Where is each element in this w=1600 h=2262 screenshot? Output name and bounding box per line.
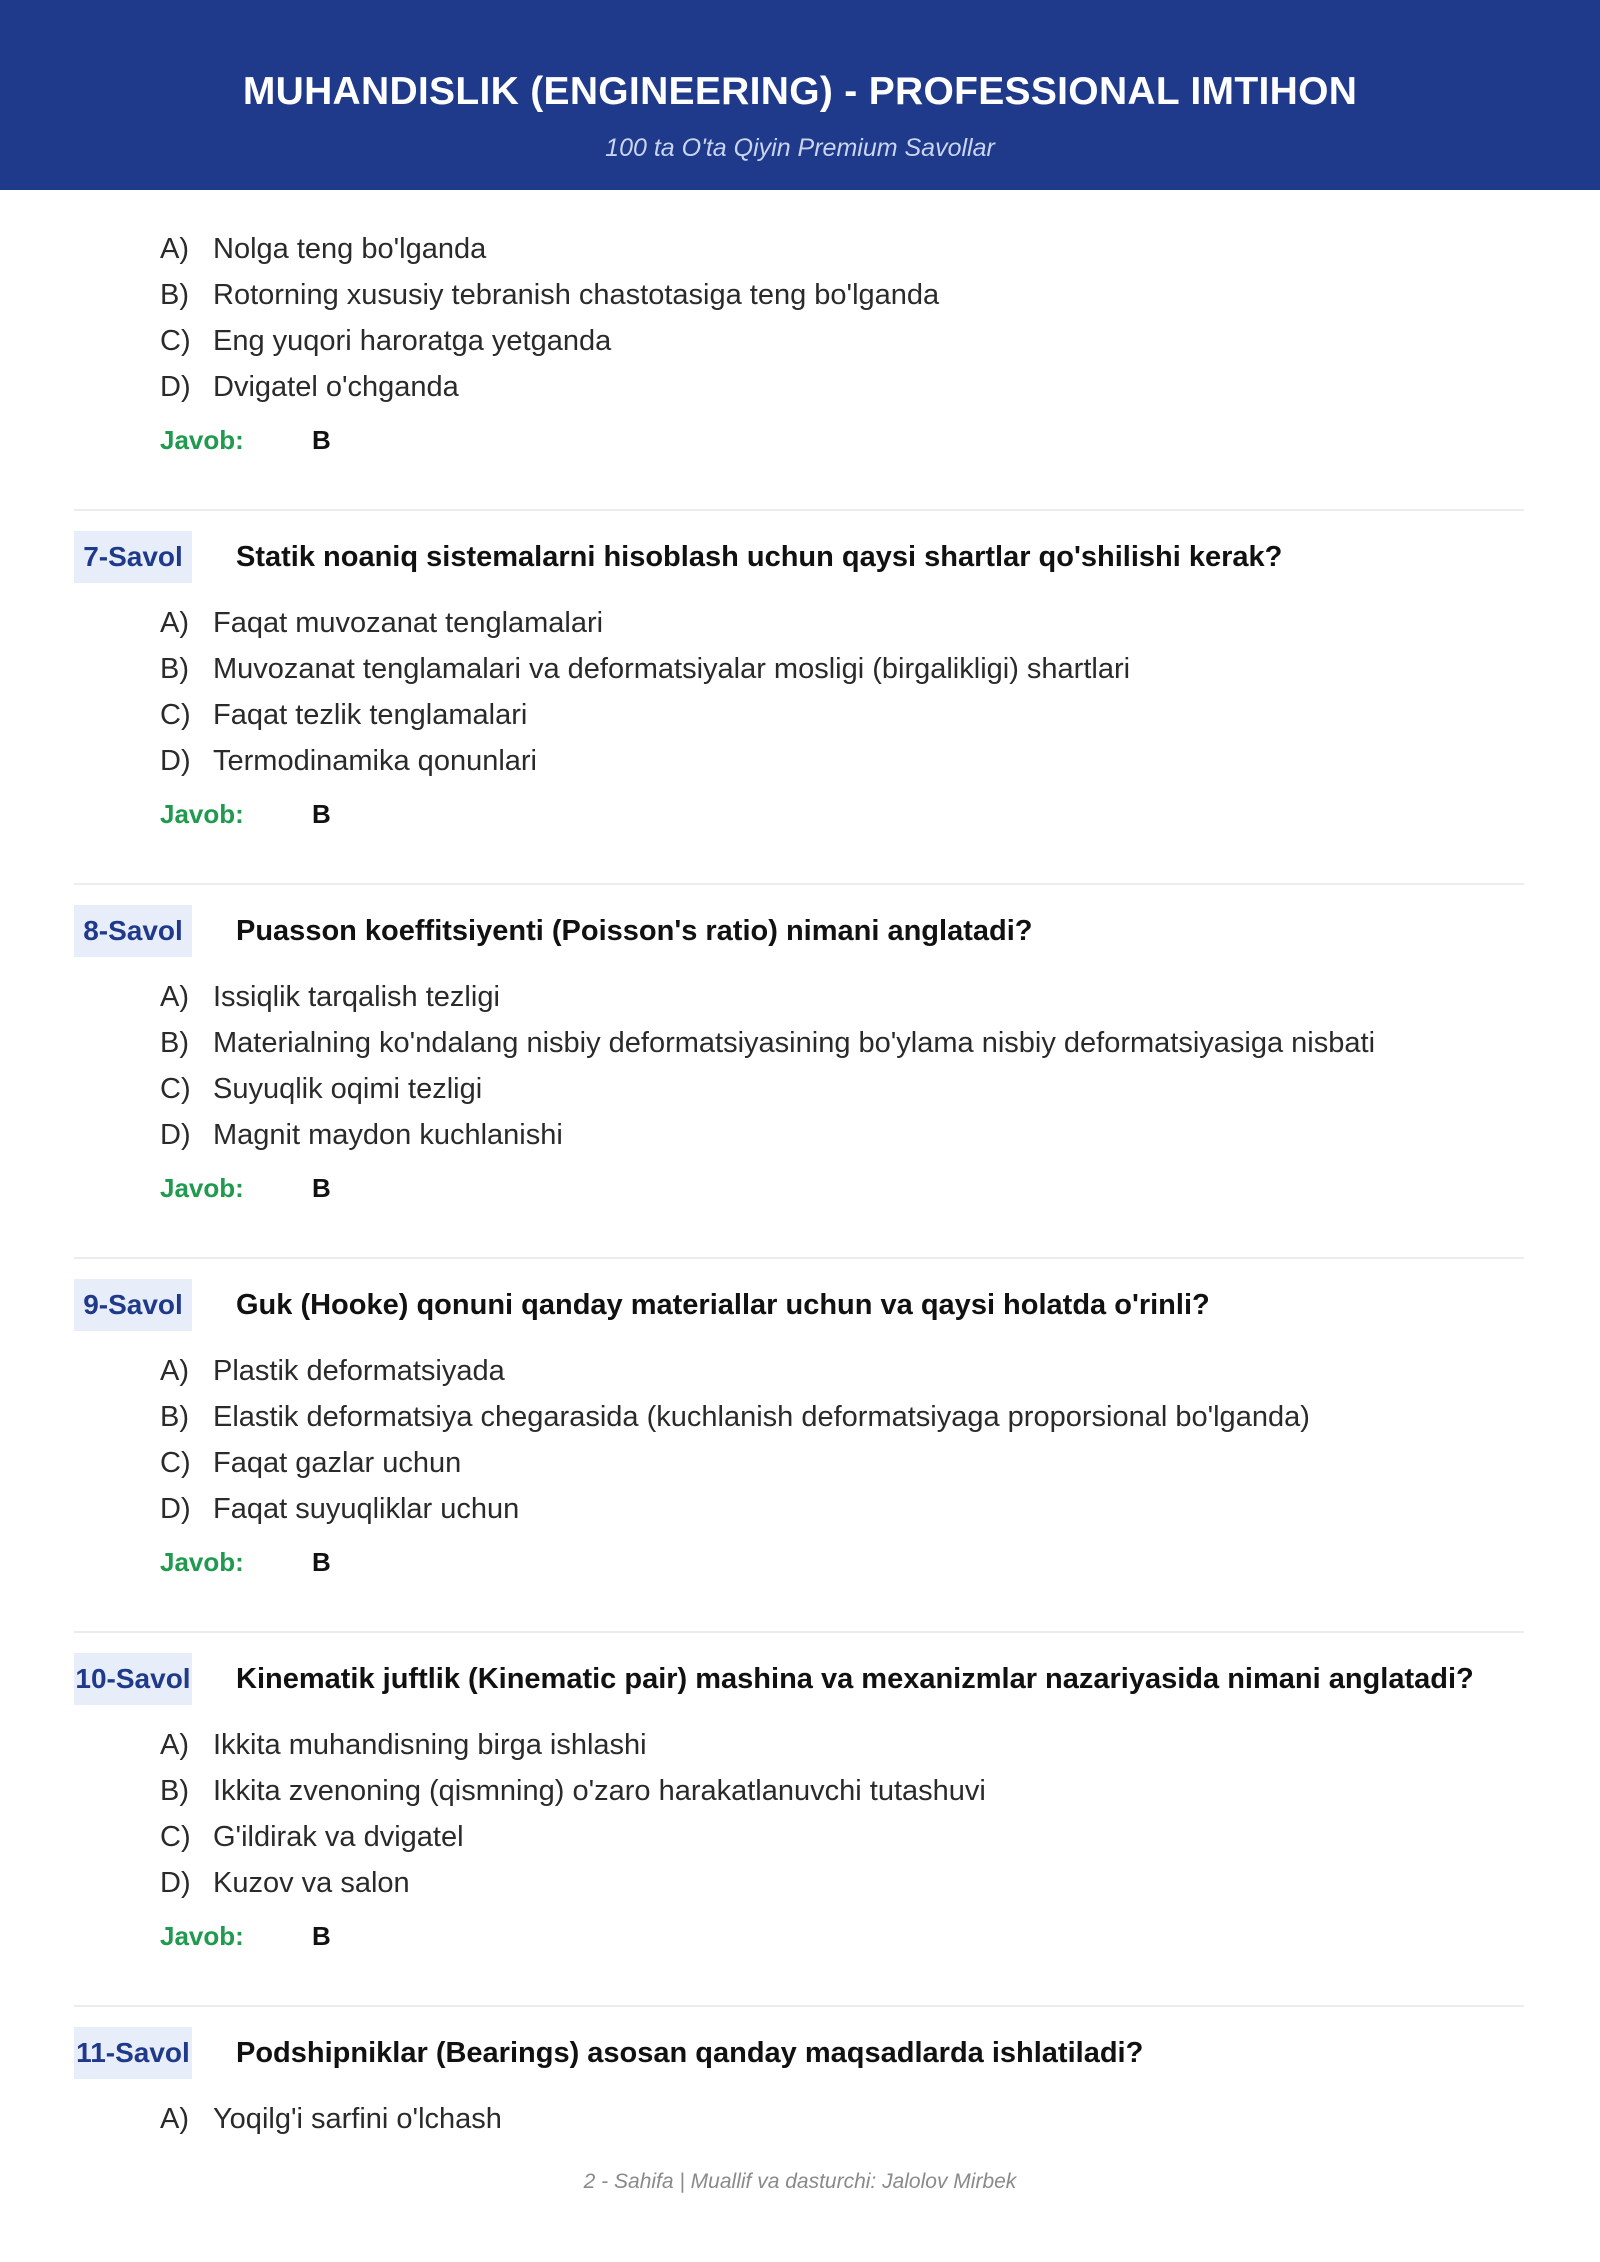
- answer-line: [160, 1919, 331, 1953]
- option-a: [160, 974, 1375, 1020]
- option-c: [160, 692, 1130, 738]
- option-letter: B): [160, 279, 189, 311]
- option-d: [160, 738, 1130, 784]
- option-letter: B): [160, 653, 189, 685]
- answer-label: Javob:: [160, 1921, 244, 1951]
- option-b: [160, 1394, 1310, 1440]
- question-text: Puasson koeffitsiyenti (Poisson's ratio) nimani anglatadi?: [236, 915, 1033, 947]
- question-header: [74, 531, 1534, 583]
- option-letter: C): [160, 1821, 191, 1853]
- option-text: Rotorning xususiy tebranish chastotasiga teng bo'lganda: [213, 279, 940, 311]
- question-text: Guk (Hooke) qonuni qanday materiallar uchun va qaysi holatda o'rinli?: [236, 1289, 1210, 1321]
- option-text: G'ildirak va dvigatel: [213, 1821, 464, 1853]
- option-letter: A): [160, 233, 189, 265]
- option-text: Faqat tezlik tenglamalari: [213, 699, 528, 731]
- question-divider: [74, 1631, 1524, 1633]
- option-text: Termodinamika qonunlari: [213, 745, 537, 777]
- option-d: [160, 1486, 1310, 1532]
- question-text: Kinematik juftlik (Kinematic pair) mashina va mexanizmlar nazariyasida nimani anglatadi?: [236, 1663, 1474, 1695]
- question-header: [74, 1279, 1534, 1331]
- option-c: [160, 1066, 1375, 1112]
- option-text: Ikkita zvenoning (qismning) o'zaro harakatlanuvchi tutashuvi: [213, 1775, 986, 1807]
- options-list: [160, 1722, 986, 1906]
- options-list: [160, 2096, 502, 2142]
- question-header: [74, 1653, 1534, 1705]
- option-text: Dvigatel o'chganda: [213, 371, 459, 403]
- option-d: [160, 364, 939, 410]
- answer-line: [160, 797, 331, 831]
- question-number-badge: 10-Savol: [74, 1653, 192, 1705]
- option-letter: C): [160, 1447, 191, 1479]
- option-a: [160, 600, 1130, 646]
- question-number-badge: 9-Savol: [74, 1279, 192, 1331]
- document-subtitle: 100 ta O'ta Qiyin Premium Savollar: [605, 134, 995, 162]
- option-letter: B): [160, 1401, 189, 1433]
- question-divider: [74, 2005, 1524, 2007]
- option-b: [160, 1768, 986, 1814]
- answer-label: Javob:: [160, 799, 244, 829]
- option-a: [160, 226, 939, 272]
- option-text: Faqat suyuqliklar uchun: [213, 1493, 520, 1525]
- question-header: [74, 2027, 1534, 2079]
- option-letter: D): [160, 1493, 191, 1525]
- question-number-badge: 8-Savol: [74, 905, 192, 957]
- option-text: Materialning ko'ndalang nisbiy deformatsiyasining bo'ylama nisbiy deformatsiyasiga nisbati: [213, 1027, 1376, 1059]
- option-text: Ikkita muhandisning birga ishlashi: [213, 1729, 647, 1761]
- answer-value: B: [312, 1921, 331, 1951]
- option-letter: D): [160, 371, 191, 403]
- option-letter: C): [160, 699, 191, 731]
- option-letter: D): [160, 745, 191, 777]
- option-a: [160, 1722, 986, 1768]
- answer-value: B: [312, 1173, 331, 1203]
- option-letter: D): [160, 1867, 191, 1899]
- option-letter: B): [160, 1775, 189, 1807]
- option-b: [160, 646, 1130, 692]
- option-text: Faqat muvozanat tenglamalari: [213, 607, 604, 639]
- question-text: Podshipniklar (Bearings) asosan qanday maqsadlarda ishlatiladi?: [236, 2037, 1144, 2069]
- question-header: [74, 905, 1534, 957]
- answer-value: B: [312, 1547, 331, 1577]
- question-divider: [74, 1257, 1524, 1259]
- option-d: [160, 1860, 986, 1906]
- answer-label: Javob:: [160, 425, 244, 455]
- option-letter: A): [160, 1355, 189, 1387]
- option-d: [160, 1112, 1375, 1158]
- document-title: MUHANDISLIK (ENGINEERING) - PROFESSIONAL IMTIHON: [242, 70, 1358, 113]
- option-b: [160, 272, 939, 318]
- option-text: Faqat gazlar uchun: [213, 1447, 462, 1479]
- option-a: [160, 2096, 502, 2142]
- option-text: Issiqlik tarqalish tezligi: [213, 981, 500, 1013]
- option-text: Magnit maydon kuchlanishi: [213, 1119, 563, 1151]
- option-letter: A): [160, 2103, 189, 2135]
- option-letter: A): [160, 981, 189, 1013]
- options-list: [160, 1348, 1310, 1532]
- option-letter: A): [160, 607, 189, 639]
- question-number-badge: 11-Savol: [74, 2027, 192, 2079]
- option-text: Plastik deformatsiyada: [213, 1355, 505, 1387]
- option-b: [160, 1020, 1375, 1066]
- option-c: [160, 1440, 1310, 1486]
- option-letter: C): [160, 1073, 191, 1105]
- option-letter: A): [160, 1729, 189, 1761]
- options-list: [160, 600, 1130, 784]
- options-list: [160, 226, 939, 410]
- option-text: Muvozanat tenglamalari va deformatsiyalar mosligi (birgalikligi) shartlari: [213, 653, 1131, 685]
- page-header: [0, 0, 1600, 190]
- option-a: [160, 1348, 1310, 1394]
- option-c: [160, 1814, 986, 1860]
- answer-line: [160, 423, 331, 457]
- question-divider: [74, 883, 1524, 885]
- option-letter: C): [160, 325, 191, 357]
- answer-label: Javob:: [160, 1173, 244, 1203]
- option-text: Kuzov va salon: [213, 1867, 410, 1899]
- option-text: Suyuqlik oqimi tezligi: [213, 1073, 483, 1105]
- option-letter: B): [160, 1027, 189, 1059]
- answer-line: [160, 1171, 331, 1205]
- question-divider: [74, 509, 1524, 511]
- question-text: Statik noaniq sistemalarni hisoblash uchun qaysi shartlar qo'shilishi kerak?: [236, 541, 1283, 573]
- answer-line: [160, 1545, 331, 1579]
- option-text: Nolga teng bo'lganda: [213, 233, 487, 265]
- answer-value: B: [312, 799, 331, 829]
- answer-label: Javob:: [160, 1547, 244, 1577]
- answer-value: B: [312, 425, 331, 455]
- option-c: [160, 318, 939, 364]
- option-text: Elastik deformatsiya chegarasida (kuchlanish deformatsiyaga proporsional bo'lganda): [213, 1401, 1310, 1433]
- option-text: Eng yuqori haroratga yetganda: [213, 325, 612, 357]
- option-letter: D): [160, 1119, 191, 1151]
- question-number-badge: 7-Savol: [74, 531, 192, 583]
- page-footer: 2 - Sahifa | Muallif va dasturchi: Jalolov Mirbek: [583, 2170, 1017, 2193]
- options-list: [160, 974, 1375, 1158]
- option-text: Yoqilg'i sarfini o'lchash: [213, 2103, 502, 2135]
